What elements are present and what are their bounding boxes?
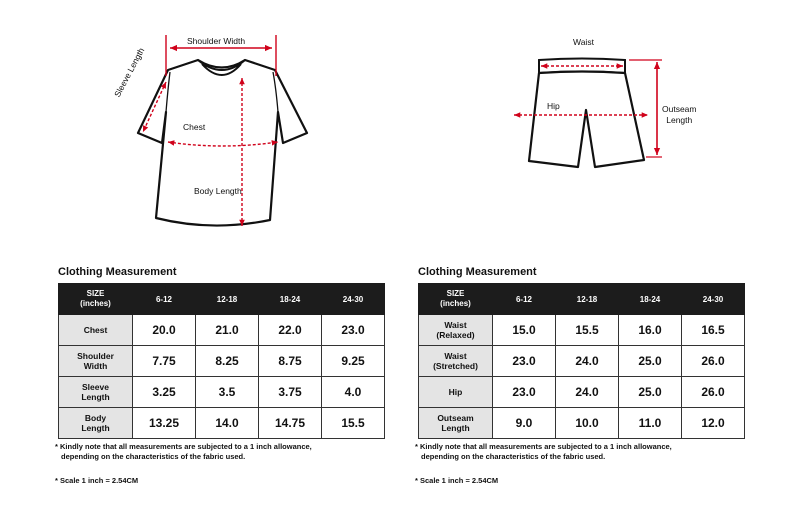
cell-value: 8.25 bbox=[196, 346, 259, 377]
table-header-row bbox=[59, 284, 385, 315]
size-header: SIZE (inches) bbox=[59, 284, 133, 315]
shirt-scale-note: * Scale 1 inch = 2.54CM bbox=[55, 476, 139, 485]
table-header-row bbox=[419, 284, 745, 315]
table-row bbox=[419, 408, 745, 439]
cell-value: 23.0 bbox=[493, 346, 556, 377]
table-row bbox=[419, 377, 745, 408]
cell-value: 24.0 bbox=[556, 377, 619, 408]
table-row bbox=[419, 346, 745, 377]
chest-label: Chest bbox=[183, 122, 206, 132]
shorts-allowance-note: * Kindly note that all measurements are subjected to a 1 inch allowance, depending on the characteristics of the fabric used. bbox=[415, 442, 672, 461]
cell-value: 26.0 bbox=[682, 346, 745, 377]
cell-value: 24.0 bbox=[556, 346, 619, 377]
column-header: 6-12 bbox=[493, 284, 556, 315]
shirt-measurement-table bbox=[58, 283, 385, 439]
cell-value: 23.0 bbox=[493, 377, 556, 408]
cell-value: 3.25 bbox=[133, 377, 196, 408]
row-label: Sleeve Length bbox=[59, 377, 133, 408]
outseam-label bbox=[662, 104, 697, 126]
shirt-allowance-note: * Kindly note that all measurements are subjected to a 1 inch allowance, depending on the characteristics of the fabric used. bbox=[55, 442, 312, 461]
table-row bbox=[59, 315, 385, 346]
cell-value: 25.0 bbox=[619, 377, 682, 408]
row-label: Shoulder Width bbox=[59, 346, 133, 377]
column-header: 24-30 bbox=[322, 284, 385, 315]
cell-value: 12.0 bbox=[682, 408, 745, 439]
cell-value: 3.5 bbox=[196, 377, 259, 408]
outseam-label-line1: Outseam bbox=[662, 104, 697, 114]
cell-value: 15.0 bbox=[493, 315, 556, 346]
cell-value: 11.0 bbox=[619, 408, 682, 439]
row-label: Waist (Relaxed) bbox=[419, 315, 493, 346]
row-label: Chest bbox=[59, 315, 133, 346]
cell-value: 14.75 bbox=[259, 408, 322, 439]
cell-value: 21.0 bbox=[196, 315, 259, 346]
cell-value: 16.0 bbox=[619, 315, 682, 346]
shorts-diagram bbox=[400, 0, 800, 245]
cell-value: 9.0 bbox=[493, 408, 556, 439]
cell-value: 3.75 bbox=[259, 377, 322, 408]
table-row bbox=[59, 377, 385, 408]
table-row bbox=[419, 315, 745, 346]
table-row bbox=[59, 408, 385, 439]
cell-value: 22.0 bbox=[259, 315, 322, 346]
cell-value: 15.5 bbox=[322, 408, 385, 439]
cell-value: 13.25 bbox=[133, 408, 196, 439]
cell-value: 16.5 bbox=[682, 315, 745, 346]
sleeve-length-label: Sleeve Length bbox=[112, 46, 147, 99]
shoulder-width-label: Shoulder Width bbox=[187, 36, 246, 46]
shorts-outline bbox=[529, 72, 644, 168]
cell-value: 20.0 bbox=[133, 315, 196, 346]
column-header: 12-18 bbox=[196, 284, 259, 315]
cell-value: 9.25 bbox=[322, 346, 385, 377]
row-label: Hip bbox=[419, 377, 493, 408]
size-header: SIZE (inches) bbox=[419, 284, 493, 315]
cell-value: 25.0 bbox=[619, 346, 682, 377]
outseam-label-line2: Length bbox=[666, 115, 693, 125]
tshirt-outline bbox=[138, 60, 307, 226]
cell-value: 7.75 bbox=[133, 346, 196, 377]
shorts-scale-note: * Scale 1 inch = 2.54CM bbox=[415, 476, 499, 485]
cell-value: 26.0 bbox=[682, 377, 745, 408]
row-label: Waist (Stretched) bbox=[419, 346, 493, 377]
column-header: 24-30 bbox=[682, 284, 745, 315]
column-header: 18-24 bbox=[259, 284, 322, 315]
cell-value: 10.0 bbox=[556, 408, 619, 439]
column-header: 18-24 bbox=[619, 284, 682, 315]
column-header: 6-12 bbox=[133, 284, 196, 315]
shorts-measurement-table bbox=[418, 283, 745, 439]
waist-label: Waist bbox=[573, 37, 594, 47]
column-header: 12-18 bbox=[556, 284, 619, 315]
row-label: Body Length bbox=[59, 408, 133, 439]
hip-label: Hip bbox=[547, 101, 560, 111]
cell-value: 15.5 bbox=[556, 315, 619, 346]
row-label: Outseam Length bbox=[419, 408, 493, 439]
shorts-table-title: Clothing Measurement bbox=[418, 266, 537, 278]
cell-value: 23.0 bbox=[322, 315, 385, 346]
table-row bbox=[59, 346, 385, 377]
cell-value: 14.0 bbox=[196, 408, 259, 439]
body-length-label: Body Length bbox=[194, 186, 242, 196]
cell-value: 4.0 bbox=[322, 377, 385, 408]
cell-value: 8.75 bbox=[259, 346, 322, 377]
shirt-table-title: Clothing Measurement bbox=[58, 266, 177, 278]
